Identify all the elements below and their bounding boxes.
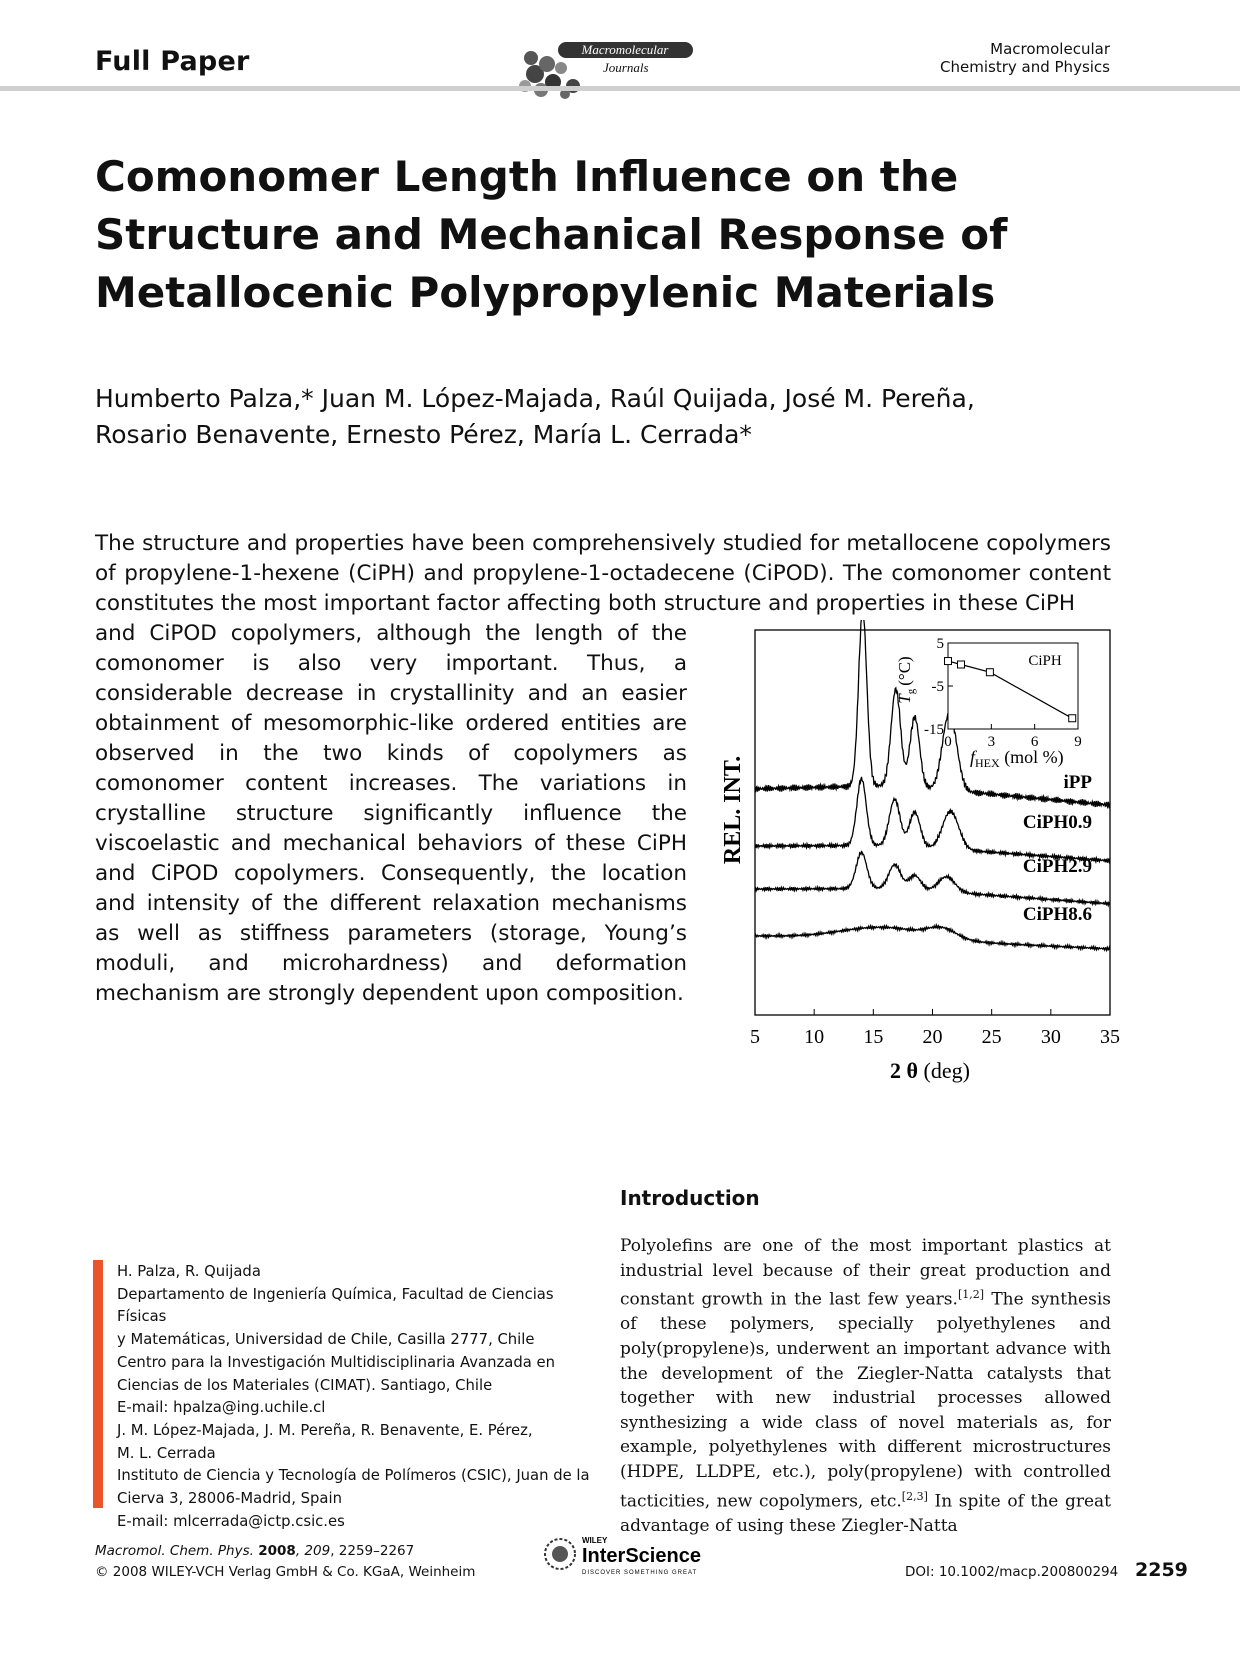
macromolecular-journals-logo[interactable] [513, 38, 698, 104]
affil-line: Cierva 3, 28006-Madrid, Spain [117, 1490, 342, 1508]
publisher-small: WILEY [582, 1536, 608, 1545]
xrd-curve-ciph8-6 [755, 925, 1110, 950]
affil-line: y Matemáticas, Universidad de Chile, Casilla 2777, Chile [117, 1331, 535, 1349]
abstract-full-width: The structure and properties have been comprehensively studied for metallocene copolymers of propylene-1-hexene (CiPH) and propylene-1-octadecene (CiPOD). The comonomer content constitutes the most important factor affecting both structure and properties in these CiPH [95, 531, 1111, 616]
inset-x-tick-label: 0 [944, 734, 952, 750]
inset-x-tick-label: 6 [1030, 734, 1039, 750]
header-rule [0, 86, 1240, 91]
inset-x-f: f [970, 747, 976, 767]
journal-line2: Chemistry and Physics [940, 58, 1110, 76]
doi-link[interactable]: DOI: 10.1002/macp.200800294 [905, 1564, 1119, 1580]
copyright-line: © 2008 WILEY-VCH Verlag GmbH & Co. KGaA, Weinheim [95, 1564, 476, 1580]
x-tick-label: 25 [981, 1026, 1002, 1048]
inset-data-point [945, 658, 952, 665]
x-tick-label: 15 [863, 1026, 884, 1048]
paper-title: Comonomer Length Influence on the Structure and Mechanical Response of Metallocenic Polypropylenic Materials [95, 152, 1008, 317]
affil-line: Departamento de Ingeniería Química, Facultad de Ciencias Físicas [117, 1285, 554, 1326]
intro-text-3: In spite of the great advantage of using these Ziegler-Natta [620, 1491, 1111, 1536]
series-label: iPP [1063, 772, 1092, 793]
affil-line: M. L. Cerrada [117, 1444, 216, 1462]
y-axis-label: REL. INT. [720, 755, 746, 865]
inset-x-tick-label: 9 [1074, 734, 1082, 750]
publisher-name: InterScience [582, 1545, 701, 1567]
section-heading-introduction: Introduction [620, 1186, 760, 1210]
logo-text-2: Journals [603, 60, 649, 75]
affil-line: H. Palza, R. Quijada [117, 1263, 261, 1280]
citation-journal: Macromol. Chem. Phys. [95, 1543, 254, 1559]
inset-title: CiPH [1028, 653, 1062, 669]
author-list [95, 381, 1145, 453]
inset-x-label [970, 747, 1064, 770]
section-label: Full Paper [95, 46, 250, 77]
affiliation-accent-bar [93, 1260, 103, 1508]
affil-email-link[interactable]: E-mail: mlcerrada@ictp.csic.es [117, 1512, 345, 1530]
citation-year: 2008 [258, 1543, 296, 1559]
x-axis-unit: (deg) [918, 1058, 970, 1083]
inset-x-unit: (mol %) [999, 747, 1064, 767]
inset-y-label [895, 656, 917, 703]
inset-y-T: T [895, 694, 914, 704]
affil-line: J. M. López-Majada, J. M. Pereña, R. Benavente, E. Pérez, [117, 1421, 533, 1439]
authors-line1: Humberto Palza,* Juan M. López-Majada, Raúl Quijada, José M. Pereña, [95, 384, 975, 413]
publisher-tagline: DISCOVER SOMETHING GREAT [582, 1570, 698, 1576]
inset-data-point [958, 661, 965, 668]
x-tick-label: 10 [804, 1026, 825, 1048]
reference-link[interactable]: [2,3] [901, 1489, 928, 1503]
affiliation-block [117, 1261, 602, 1533]
abstract-column: and CiPOD copolymers, although the length of the comonomer is also very important. Thus, a considerable decrease in crystallinity and an easier obtainment of mesomorphic-like ordered entities are observed in the two kinds of copolymers as comonomer content increases. The variations in crystalline structure significantly influence the viscoelastic and mechanical behaviors of these CiPH and CiPOD copolymers. Consequently, the location and intensity of the different relaxation mechanisms as well as stiffness parameters (storage, Young’s moduli, and microhardness) and deformation mechanism are strongly dependent upon composition. [95, 621, 687, 1006]
inset-data-point [1069, 715, 1076, 722]
xrd-figure [700, 620, 1120, 1095]
citation-pages: , 2259–2267 [330, 1543, 415, 1559]
x-axis-theta: 2 θ [890, 1058, 919, 1083]
introduction-paragraph [620, 1234, 1111, 1538]
affil-line: Ciencias de los Materiales (CIMAT). Santiago, Chile [117, 1376, 493, 1394]
series-label: CiPH2.9 [1022, 856, 1092, 877]
x-tick-label: 5 [750, 1026, 760, 1048]
authors-line2: Rosario Benavente, Ernesto Pérez, María L. Cerrada* [95, 420, 752, 449]
affil-line: Centro para la Investigación Multidisciplinaria Avanzada en [117, 1353, 555, 1371]
inset-y-tick-label: -5 [931, 679, 944, 695]
affil-line: Instituto de Ciencia y Tecnología de Polímeros (CSIC), Juan de la [117, 1467, 590, 1485]
interscience-globe-icon [545, 1539, 575, 1569]
inset-y-tick-label: 5 [936, 636, 944, 652]
inset-y-sub: g [905, 688, 917, 695]
inset-x-sub: HEX [975, 756, 1000, 770]
x-tick-label: 30 [1040, 1026, 1061, 1048]
inset-y-tick-label: -15 [924, 722, 944, 738]
series-label: CiPH0.9 [1022, 812, 1092, 833]
page-number: 2259 [1135, 1559, 1188, 1581]
inset-x-tick-label: 3 [987, 734, 996, 750]
inset-y-unit: (°C) [895, 656, 914, 686]
citation-volume: 209 [304, 1543, 331, 1559]
x-tick-label: 35 [1100, 1026, 1120, 1048]
logo-text-1: Macromolecular [581, 42, 669, 57]
inset-data-point [986, 669, 993, 676]
wiley-interscience-logo[interactable] [540, 1530, 730, 1580]
x-tick-label: 20 [922, 1026, 943, 1048]
intro-text-2: The synthesis of these polymers, specially polyethylenes and poly(propylene)s, underwent an important advance with the development of the Ziegler-Natta catalysts that together with new industrial processes allowed synthesizing a wide class of novel materials as, for example, polyethylenes with different microstructures (HDPE, LLDPE, etc.), poly(propylene) with controlled tacticities, new copolymers, etc. [620, 1289, 1111, 1512]
series-label: CiPH8.6 [1022, 904, 1092, 925]
intro-text-1: Polyolefins are one of the most important plastics at industrial level because of their great production and constant growth in the last few years. [620, 1236, 1111, 1310]
x-axis-label [890, 1058, 970, 1083]
reference-link[interactable]: [1,2] [957, 1288, 985, 1302]
affil-email-link[interactable]: E-mail: hpalza@ing.uchile.cl [117, 1399, 326, 1417]
journal-name [940, 40, 1110, 76]
molecule-icon [519, 51, 580, 99]
citation-line: Macromol. Chem. Phys. 2008, 209, 2259–2267 [95, 1543, 415, 1559]
journal-line1: Macromolecular [990, 40, 1110, 58]
